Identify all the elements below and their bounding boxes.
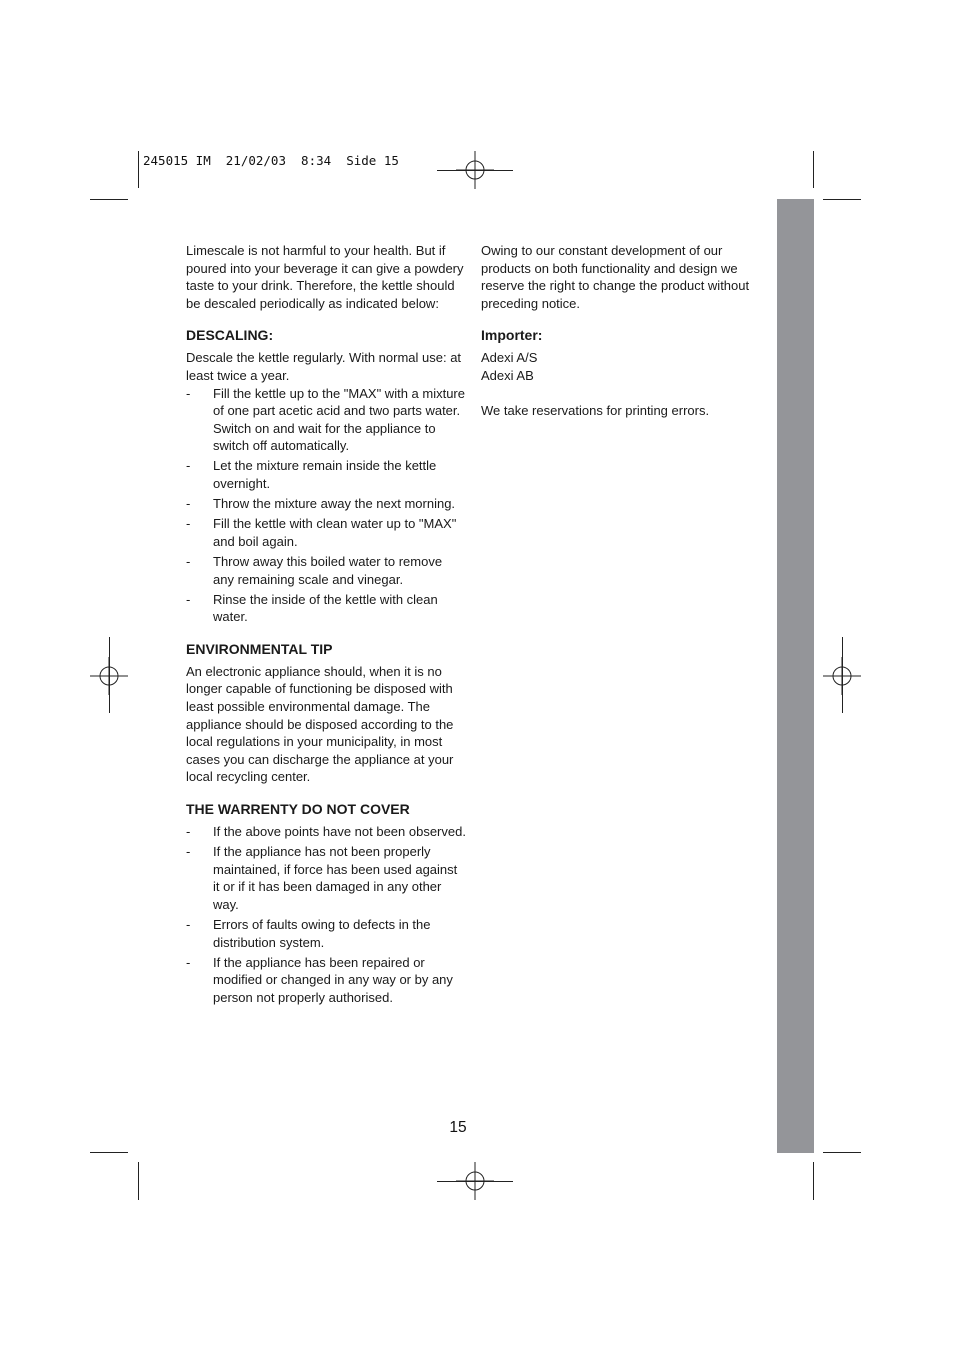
list-item: - Errors of faults owing to defects in the distribution system. — [186, 916, 431, 950]
crop-mark — [90, 1152, 128, 1153]
side-tab — [777, 199, 814, 1153]
left-column — [186, 242, 466, 1009]
warranty-list — [186, 823, 466, 1006]
registration-line — [437, 170, 513, 171]
warranty-heading: THE WARRENTY DO NOT COVER — [186, 800, 410, 817]
crop-mark — [823, 199, 861, 200]
printing-errors-note: We take reservations for printing errors. — [481, 403, 710, 419]
list-item: - Throw the mixture away the next morning. — [186, 496, 456, 512]
list-item: - Throw away this boiled water to remove any remaining scale and vinegar. — [186, 553, 443, 587]
crop-mark — [813, 151, 814, 188]
crop-mark — [138, 1162, 139, 1200]
list-item: - Rinse the inside of the kettle with clean water. — [186, 591, 438, 625]
list-item: - Let the mixture remain inside the kettle overnight. — [186, 458, 437, 492]
environmental-heading: ENVIRONMENTAL TIP — [186, 640, 333, 657]
descaling-list — [186, 385, 466, 626]
list-item: - If the appliance has not been properly maintained, if force has been used against it or if it has been damaged in any other way. — [186, 844, 458, 912]
registration-line — [437, 1181, 513, 1182]
list-item: - Fill the kettle up to the "MAX" with a mixture of one part acetic acid and two parts water. Switch on and wait for the appliance to switch off automatically. — [186, 385, 465, 454]
environmental-body: An electronic appliance should, when it is no longer capable of functioning be disposed with least possible environmental damage. The appliance should be disposed according to the local regulations in your municipality, in most cases you can discharge the appliance at your local recycling center. — [186, 663, 454, 785]
importer-heading: Importer: — [481, 327, 543, 344]
crop-mark — [813, 1162, 814, 1200]
right-column — [481, 242, 756, 420]
list-item: - If the appliance has been repaired or modified or changed in any way or by any person not properly authorised. — [186, 954, 453, 1005]
importer-line: Adexi AB — [481, 367, 534, 383]
importer-line: Adexi A/S — [481, 350, 538, 366]
crop-mark — [90, 199, 128, 200]
registration-line — [842, 637, 843, 713]
intro-paragraph: Limescale is not harmful to your health. But if poured into your beverage it can give a powdery taste to your drink. Therefore, the kettle should be descaled periodically as indicated below: — [186, 243, 464, 311]
descaling-heading: DESCALING: — [186, 327, 274, 344]
registration-line — [109, 637, 110, 713]
print-slug: 245015 IM 21/02/03 8:34 Side 15 — [143, 153, 399, 168]
page-number: 15 — [449, 1119, 467, 1136]
crop-mark — [823, 1152, 861, 1153]
development-notice: Owing to our constant development of our products on both functionality and design we reserve the right to change the product without preceding notice. — [481, 243, 750, 311]
list-item: - Fill the kettle with clean water up to "MAX" and boil again. — [186, 516, 457, 549]
list-item: - If the above points have not been observed. — [186, 823, 466, 839]
descaling-intro: Descale the kettle regularly. With normal use: at least twice a year. — [186, 350, 462, 383]
crop-mark — [138, 151, 139, 188]
